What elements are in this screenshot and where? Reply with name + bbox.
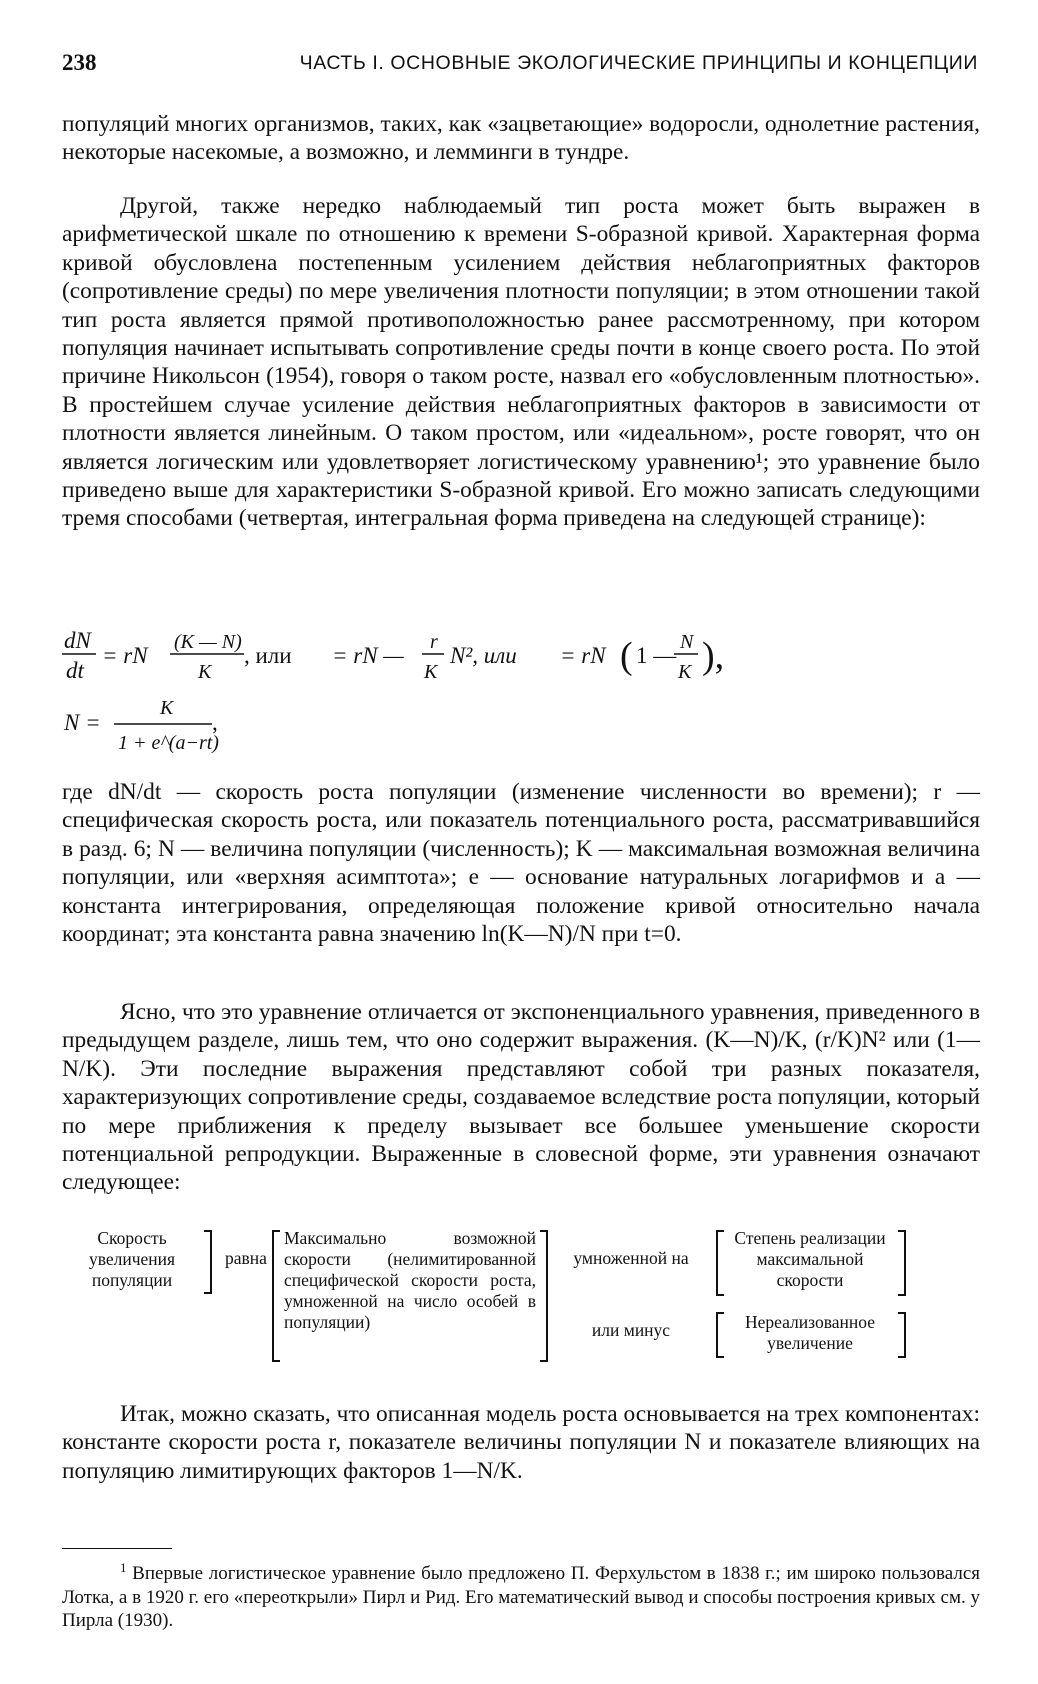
footnote: [62, 1556, 980, 1633]
ve-unrealized: Нереализованное увеличение: [745, 1312, 875, 1353]
paragraph-3-text: где dN/dt — скорость роста популяции (изменение численности во времени); r — специфическая скорость роста, или показатель потенциального роста, рассматривавшийся в разд. 6; N — величина популяции (численность); K — максимальная возможная величина популяции, или «верхняя асимптота»; e — основание натуральных логарифмов и a — константа интегрирования, определяющая положение кривой относительно начала координат; эта константа равна значению ln(K—N)/N при t=0.: [62, 779, 980, 948]
f2-K: K: [160, 697, 174, 719]
f1-n2: N², или: [450, 643, 517, 668]
ve-bracket-unrealized-close: [898, 1312, 906, 1358]
page-number: 238: [62, 50, 97, 75]
paragraph-4: [62, 998, 980, 1197]
logistic-equation-integral: [62, 694, 282, 756]
paragraph-2: [62, 192, 980, 533]
paragraph-5: [62, 1400, 980, 1485]
ve-bracket-degree-close: [898, 1230, 906, 1296]
footnote-text: Впервые логистическое уравнение было предложено П. Ферхульстом в 1838 г.; им широко пользовался Лотка, а в 1920 г. его «переоткрыли» Пирл и Рид. Его математический вывод и способы построения кривых см. у Пирла (1930).: [62, 1563, 980, 1631]
f1-K3: K: [678, 661, 692, 683]
ve-or-minus: или минус: [591, 1320, 671, 1340]
paragraph-3: [62, 778, 980, 948]
logistic-equation-differential: [62, 628, 822, 684]
f1-r: r: [430, 631, 438, 653]
f2-den: 1 + e^(a−rt): [118, 732, 219, 754]
paragraph-2-text: Другой, также нередко наблюдаемый тип роста может быть выражен в арифметической шкале по отношению к времени S-образной кривой. Характерная форма кривой обусловлена постепенным усилением действия неблагоприятных факторов (сопротивление среды) по мере увеличения плотности популяции; в этом отношении такой тип роста является прямой противоположностью ранее рассмотренному, при котором популяция начинает испытывать сопротивление среды почти в конце своего роста. По этой причине Никольсон (1954), говоря о таком росте, назвал его «обусловленным плотностью». В простейшем случае усиление действия неблагоприятных факторов в зависимости от плотности является линейным. О таком простом, или «идеальном», росте говорят, что он является логическим или удовлетворяет логистическому уравнению¹; это уравнение было приведено выше для характеристики S-образной кривой. Его можно записать следующими тремя способами (четвертая, интегральная форма приведена на следующей странице):: [62, 193, 980, 532]
f1-N3: N: [680, 631, 694, 653]
f1-or1: , или: [244, 643, 292, 668]
ve-equals: равна: [225, 1248, 267, 1268]
running-title: ЧАСТЬ I. ОСНОВНЫЕ ЭКОЛОГИЧЕСКИЕ ПРИНЦИПЫ И КОНЦЕПЦИИ: [299, 52, 978, 74]
ve-multiplied: умноженной на: [573, 1248, 689, 1268]
f1-num: (K — N): [174, 631, 242, 653]
f2-comma: ,: [212, 710, 218, 735]
f1-dn: dN: [64, 628, 91, 653]
ve-bracket-left-close: [204, 1230, 212, 1294]
ve-bracket-max-open: [272, 1230, 280, 1362]
f1-eq2: = rN —: [332, 643, 404, 668]
verbal-equation: [62, 1228, 980, 1378]
f1-dt: dt: [66, 658, 84, 683]
f1-eq3: = rN: [560, 643, 606, 668]
f2-N: N =: [64, 710, 101, 735]
paragraph-1-text: популяций многих организмов, таких, как «зацветающие» водоросли, однолетние растения, некоторые насекомые, а возможно, и лемминги в тундре.: [62, 111, 980, 166]
paragraph-5-text: Итак, можно сказать, что описанная модель роста основывается на трех компонентах: константе скорости роста r, показателе величины популяции N и показателе влияющих на популяцию лимитирующих факторов 1—N/K.: [62, 1401, 980, 1484]
ve-bracket-max-close: [540, 1230, 548, 1362]
ve-max-rate: Максимально возможной скорости (нелимитированной специфической скорости роста, умноженной на число особей в популяции): [284, 1228, 536, 1332]
ve-degree: Степень реализации максимальной скорости: [734, 1228, 886, 1290]
footnote-divider: [62, 1548, 172, 1549]
ve-bracket-degree-open: [716, 1230, 724, 1296]
ve-bracket-unrealized-open: [716, 1312, 724, 1358]
f1-paren-close: ),: [702, 635, 725, 677]
ve-left: Скорость увеличения популяции: [88, 1228, 176, 1290]
f1-den: K: [198, 661, 212, 683]
f1-K2: K: [424, 661, 438, 683]
f1-one: 1 —: [636, 643, 677, 668]
f1-eq1: = rN: [102, 643, 148, 668]
paragraph-1: [62, 110, 980, 167]
f1-paren-open: (: [620, 635, 633, 677]
page-header: [62, 50, 978, 80]
footnote-marker: 1: [120, 1560, 127, 1575]
paragraph-4-text: Ясно, что это уравнение отличается от экспоненциального уравнения, приведенного в предыдущем разделе, лишь тем, что оно содержит выражения. (K—N)/K, (r/K)N² или (1—N/K). Эти последние выражения представляют собой три разных показателя, характеризующих сопротивление среды, создаваемое вследствие роста популяции, который по мере приближения к пределу вызывает все большее уменьшение скорости потенциальной репродукции. Выраженные в словесной форме, эти уравнения означают следующее:: [62, 999, 980, 1196]
